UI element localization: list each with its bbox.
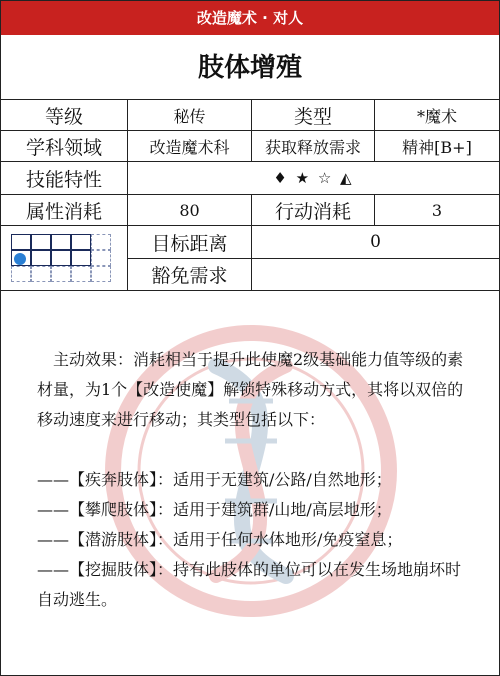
value-distance: 0 [370,232,381,252]
value-saving-throw [252,258,499,290]
value-attr-cost: 80 [128,195,252,225]
row-field-requirement [1,131,499,162]
value-requirement: 精神[B+] [402,137,472,157]
spell-title: 肢体增殖 [1,35,499,100]
label-requirement: 获取释放需求 [252,131,375,161]
label-attr-cost: 属性消耗 [1,195,128,225]
label-distance: 目标距离 [128,226,252,258]
range-grid [11,234,111,282]
effect-item-dig: ——【挖掘肢体】：持有此肢体的单位可以在发生场地崩坏时自动逃生。 [37,560,462,609]
label-action-cost: 行动消耗 [252,195,375,225]
description-area [1,293,499,675]
label-level: 等级 [1,100,128,130]
trait-icons: ♦ ★ ☆ ◭ [273,169,354,187]
value-action-cost: 3 [431,200,443,220]
range-diagram [1,226,128,290]
value-type: *魔术 [416,106,457,126]
label-type: 类型 [252,100,375,130]
value-level: 秘传 [128,100,252,130]
label-traits: 技能特性 [1,162,128,194]
value-field: 改造魔术科 [128,131,252,161]
label-saving-throw: 豁免需求 [128,258,252,290]
category-header: 改造魔术 · 对人 [1,1,499,35]
row-saving-throw [128,258,499,290]
row-traits [1,162,499,195]
effect-text [37,345,467,615]
row-range [1,226,499,291]
row-target-distance [128,226,499,259]
row-level-type [1,100,499,131]
effect-item-swim: ——【潜游肢体】：适用于任何水体地形/免疫窒息； [37,530,403,549]
caster-position-marker [14,253,26,265]
row-cost [1,195,499,226]
effect-item-sprint: ——【疾奔肢体】：适用于无建筑/公路/自然地形； [37,470,392,489]
label-field: 学科领域 [1,131,128,161]
effect-main: 主动效果：消耗相当于提升此使魔2级基础能力值等级的素材量，为1个【改造使魔】解锁特殊移动方式，其将以双倍的移动速度来进行移动；其类型包括以下： [37,350,464,429]
effect-item-climb: ——【攀爬肢体】：适用于建筑群/山地/高层地形； [37,500,392,519]
